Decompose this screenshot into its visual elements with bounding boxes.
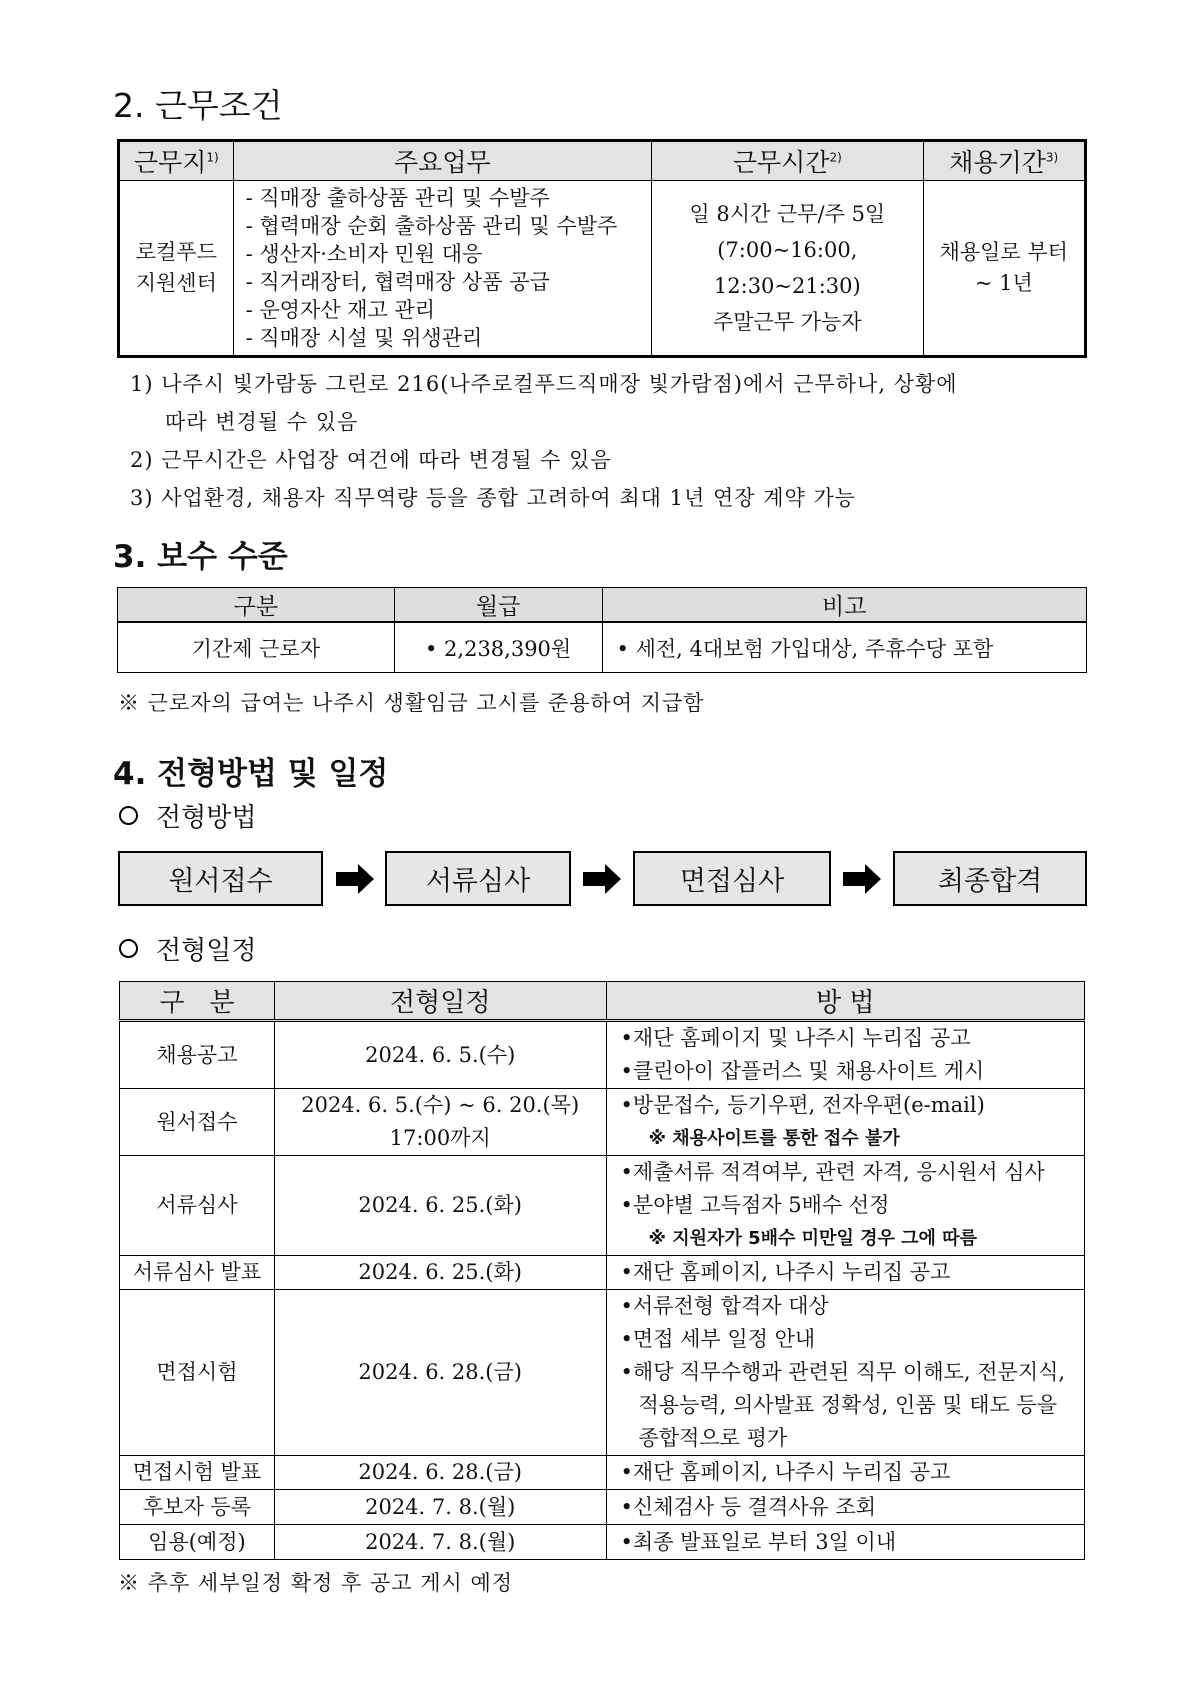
duties-cell bbox=[233, 181, 651, 357]
work-conditions-table bbox=[117, 139, 1087, 358]
method-cell: •서류전형 합격자 대상 •면접 세부 일정 안내 •해당 직무수행과 관련된 직무 이해도, 전문지식, 적용능력, 의사발표 정확성, 인품 및 태도 등을 종합적으로 평가 bbox=[606, 1290, 1084, 1456]
category-cell: 임용(예정) bbox=[120, 1525, 275, 1560]
arrow-right-icon bbox=[583, 864, 621, 894]
note-3: 3) 사업환경, 채용자 직무역량 등을 종합 고려하여 최대 1년 연장 계약 가능 bbox=[130, 486, 857, 510]
note-2: 2) 근무시간은 사업장 여건에 따라 변경될 수 있음 bbox=[130, 448, 612, 472]
category-cell: 후보자 등록 bbox=[120, 1490, 275, 1525]
table-row bbox=[120, 1256, 1085, 1290]
duty-item: - 직거래장터, 협력매장 상품 공급 bbox=[245, 270, 550, 294]
date-cell: 2024. 6. 25.(화) bbox=[274, 1156, 606, 1256]
method-cell: •재단 홈페이지, 나주시 누리집 공고 bbox=[606, 1256, 1084, 1290]
category-cell: 면접시험 bbox=[120, 1290, 275, 1456]
table-row bbox=[118, 622, 1087, 673]
table-row bbox=[120, 1290, 1085, 1456]
remarks-cell: • 세전, 4대보험 가입대상, 주휴수당 포함 bbox=[602, 622, 1086, 673]
header-period: 채용기간$^{3)}$ bbox=[923, 141, 1085, 181]
schedule-footer-note: ※ 추후 세부일정 확정 후 공고 게시 예정 bbox=[118, 1571, 514, 1595]
category-cell: 서류심사 발표 bbox=[120, 1256, 275, 1290]
method-cell: •재단 홈페이지 및 나주시 누리집 공고 •클린아이 잡플러스 및 채용사이트 게시 bbox=[606, 1021, 1084, 1089]
date-cell: 2024. 6. 25.(화) bbox=[274, 1256, 606, 1290]
workplace-cell: 로컬푸드 지원센터 bbox=[119, 181, 234, 357]
schedule-label: 전형일정 bbox=[156, 936, 257, 966]
circle-bullet-icon bbox=[119, 939, 138, 958]
header-remarks: 비고 bbox=[602, 588, 1086, 623]
header-category: 구 분 bbox=[120, 982, 275, 1021]
header-hours: 근무시간$^{2)}$ bbox=[652, 141, 923, 181]
header-salary: 월급 bbox=[394, 588, 602, 623]
period-cell: 채용일로 부터 ~ 1년 bbox=[923, 181, 1085, 357]
date-cell: 2024. 6. 28.(금) bbox=[274, 1456, 606, 1490]
section-4-title: 4. 전형방법 및 일정 bbox=[113, 756, 389, 792]
salary-table bbox=[117, 587, 1087, 673]
warning-note: ※ 지원자가 5배수 미만일 경우 그에 따름 bbox=[648, 1228, 977, 1249]
table-row bbox=[120, 1089, 1085, 1156]
table-row bbox=[120, 1156, 1085, 1256]
date-cell: 2024. 7. 8.(월) bbox=[274, 1490, 606, 1525]
warning-note: ※ 채용사이트를 통한 접수 불가 bbox=[648, 1128, 900, 1149]
salary-note: ※ 근로자의 급여는 나주시 생활임금 고시를 준용하여 지급함 bbox=[118, 691, 705, 715]
table-row bbox=[120, 1456, 1085, 1490]
schedule-table bbox=[119, 981, 1085, 1560]
step-document-review: 서류심사 bbox=[385, 851, 571, 906]
step-interview: 면접심사 bbox=[633, 851, 831, 906]
duty-item: - 협력매장 순회 출하상품 관리 및 수발주 bbox=[245, 214, 618, 238]
table-row bbox=[120, 1021, 1085, 1089]
method-cell: •최종 발표일로 부터 3일 이내 bbox=[606, 1525, 1084, 1560]
header-category: 구분 bbox=[118, 588, 395, 623]
duty-item: - 운영자산 재고 관리 bbox=[245, 298, 436, 322]
table-row bbox=[120, 1525, 1085, 1560]
method-cell: •재단 홈페이지, 나주시 누리집 공고 bbox=[606, 1456, 1084, 1490]
header-date: 전형일정 bbox=[274, 982, 606, 1021]
method-cell: •신체검사 등 결격사유 조회 bbox=[606, 1490, 1084, 1525]
method-cell: •방문접수, 등기우편, 전자우편(e-mail) ※ 채용사이트를 통한 접수 불가 bbox=[606, 1089, 1084, 1156]
category-cell: 채용공고 bbox=[120, 1021, 275, 1089]
step-final: 최종합격 bbox=[893, 851, 1087, 906]
circle-bullet-icon bbox=[119, 806, 138, 825]
duty-item: - 생산자·소비자 민원 대응 bbox=[245, 242, 483, 266]
duty-item: - 직매장 출하상품 관리 및 수발주 bbox=[245, 186, 550, 210]
header-method: 방 법 bbox=[606, 982, 1084, 1021]
duty-item: - 직매장 시설 및 위생관리 bbox=[245, 326, 483, 350]
section-3-title: 3. 보수 수준 bbox=[113, 539, 288, 575]
table-row bbox=[119, 181, 1086, 357]
arrow-right-icon bbox=[336, 864, 374, 894]
salary-cell: • 2,238,390원 bbox=[394, 622, 602, 673]
header-workplace: 근무지$^{1)}$ bbox=[119, 141, 234, 181]
date-cell: 2024. 6. 5.(수) ~ 6. 20.(목) 17:00까지 bbox=[274, 1089, 606, 1156]
section-2-title: 2. 근무조건 bbox=[113, 86, 283, 125]
arrow-right-icon bbox=[843, 864, 881, 894]
date-cell: 2024. 6. 5.(수) bbox=[274, 1021, 606, 1089]
note-1-cont: 따라 변경될 수 있음 bbox=[165, 410, 359, 434]
method-label: 전형방법 bbox=[156, 803, 257, 833]
step-application: 원서접수 bbox=[118, 851, 323, 906]
category-cell: 면접시험 발표 bbox=[120, 1456, 275, 1490]
category-cell: 원서접수 bbox=[120, 1089, 275, 1156]
note-1: 1) 나주시 빛가람동 그린로 216(나주로컬푸드직매장 빛가람점)에서 근무하나, 상황에 bbox=[130, 372, 958, 396]
header-duties: 주요업무 bbox=[233, 141, 651, 181]
method-cell: •제출서류 적격여부, 관련 자격, 응시원서 심사 •분야별 고득점자 5배수 선정 ※ 지원자가 5배수 미만일 경우 그에 따름 bbox=[606, 1156, 1084, 1256]
table-row bbox=[120, 1490, 1085, 1525]
date-cell: 2024. 6. 28.(금) bbox=[274, 1290, 606, 1456]
category-cell: 기간제 근로자 bbox=[118, 622, 395, 673]
date-cell: 2024. 7. 8.(월) bbox=[274, 1525, 606, 1560]
hours-cell: 일 8시간 근무/주 5일 (7:00~16:00, 12:30~21:30) 주말근무 가능자 bbox=[652, 181, 923, 357]
category-cell: 서류심사 bbox=[120, 1156, 275, 1256]
